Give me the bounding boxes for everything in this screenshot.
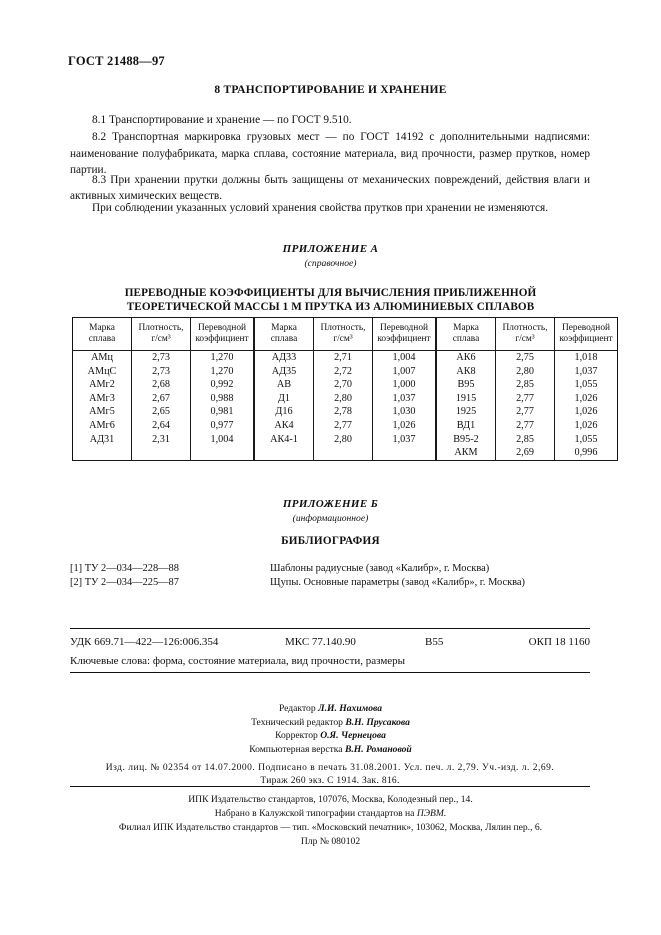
divider-bottom [70,672,590,673]
table-cell: АМг2 [73,378,132,392]
bibliography-title: БИБЛИОГРАФИЯ [281,535,380,547]
table-title [60,287,601,314]
table-row [73,405,618,419]
table-cell: 2,78 [314,405,373,419]
table-cell: 2,73 [132,365,191,379]
header-coefficient-3: Переводной коэффициент [555,318,618,351]
table-cell: 1925 [436,405,496,419]
colophon-block [0,702,661,756]
table-row [73,419,618,433]
header-mark-3: Марка сплава [436,318,496,351]
appendix-b-label: ПРИЛОЖЕНИЕ Б [282,498,379,510]
table-row [73,351,618,365]
table-cell: Д1 [254,392,314,406]
okp-code: ОКП 18 1160 [528,636,590,648]
table-cell: 1,026 [373,419,437,433]
print-info-line-2: Тираж 260 экз. С 1914. Зак. 816. [260,776,400,786]
corrector-label: Корректор [275,730,318,742]
table-cell: 2,64 [132,419,191,433]
imprint-line-2 [0,807,661,821]
print-info-line-1: Изд. лиц. № 02354 от 14.07.2000. Подписано в печать 31.08.2001. Усл. печ. л. 2,79. Уч.-изд. л. 2,69. [105,763,555,773]
table-cell: 2,73 [132,351,191,365]
clauses-block [70,112,590,179]
header-density-3: Плотность, г/см³ [496,318,555,351]
table-cell: 0,981 [191,405,255,419]
table-cell [314,446,373,460]
table-cell: 2,72 [314,365,373,379]
corrector-name: О.Я. Чернецова [320,730,386,742]
imprint-block [0,793,661,849]
header-coefficient-2: Переводной коэффициент [373,318,437,351]
header-density-line1: Плотность, [138,322,184,333]
imprint-line-2-pre: Набрано в Калужской типографии стандартов на [214,807,417,819]
table-cell: АМцС [73,365,132,379]
table-cell: АК8 [436,365,496,379]
table-cell: 1915 [436,392,496,406]
table-row [73,433,618,447]
table-cell: АМг5 [73,405,132,419]
table-cell: 2,80 [496,365,555,379]
bibliography-description: Щупы. Основные параметры (завод «Калибр», г. Москва) [270,577,526,589]
table-row [73,365,618,379]
header-coefficient-1 [191,318,255,351]
table-cell: АК4 [254,419,314,433]
colophon-editor [0,702,661,716]
appendix-b-subtitle: (информационное) [292,513,369,524]
table-row [73,392,618,406]
table-cell [254,446,314,460]
table-cell: 2,69 [496,446,555,460]
bibliography-reference: [1] ТУ 2—034—228—88 [70,563,179,574]
colophon-corrector [0,729,661,743]
table-row [73,446,618,460]
header-mark-1 [73,318,132,351]
table-cell: Д16 [254,405,314,419]
table-cell: 1,270 [191,351,255,365]
table-cell: 2,80 [314,392,373,406]
table-cell: 2,65 [132,405,191,419]
table-cell: 1,055 [555,433,618,447]
table-cell: АМг3 [73,392,132,406]
section-title: 8 ТРАНСПОРТИРОВАНИЕ И ХРАНЕНИЕ [214,84,447,96]
table-cell [191,446,255,460]
table-cell: 1,037 [373,392,437,406]
layout-name: В.Н. Романовой [344,743,412,755]
bibliography-description: Шаблоны радиусные (завод «Калибр», г. Москва) [270,563,490,574]
table-cell: 2,75 [496,351,555,365]
header-coef-line2: коэффициент [195,334,249,344]
table-cell: 2,85 [496,378,555,392]
table-cell: 2,77 [496,419,555,433]
table-cell: 0,977 [191,419,255,433]
table-cell: В95 [436,378,496,392]
table-cell: 2,68 [132,378,191,392]
header-mark-line2: сплава [88,334,116,344]
table-title-line-2: ТЕОРЕТИЧЕСКОЙ МАССЫ 1 М ПРУТКА ИЗ АЛЮМИНИЕВЫХ СПЛАВОВ [126,300,535,313]
bibliography-reference: [2] ТУ 2—034—225—87 [70,577,179,589]
imprint-line-1: ИПК Издательство стандартов, 107076, Москва, Колодезный пер., 14. [188,794,473,805]
editor-label: Редактор [278,703,316,714]
imprint-line-4: Плр № 080102 [300,835,361,847]
bibliography-list [70,562,590,590]
header-density-2: Плотность, г/см³ [314,318,373,351]
table-cell: АД33 [254,351,314,365]
table-cell: 1,007 [373,365,437,379]
keywords-line: Ключевые слова: форма, состояние материала, вид прочности, размеры [70,655,406,667]
table-row [73,378,618,392]
table-cell: 1,055 [555,378,618,392]
table-cell: 0,992 [191,378,255,392]
table-cell: АКМ [436,446,496,460]
table-cell: 1,037 [373,433,437,447]
header-density-line2: г/см³ [151,334,171,344]
table-cell: АВ [254,378,314,392]
clause-8-2: 8.2 Транспортная маркировка грузовых мест — по ГОСТ 14192 с дополнительными надписями: наименование полуфабриката, марка сплава, состояние материала, вид прочности, размер прутков, номер партии. [70,131,590,177]
table-header-row [73,318,618,351]
layout-label: Компьютерная верстка [249,743,343,755]
table-cell: 2,77 [314,419,373,433]
imprint-line-3: Филиал ИПК Издательство стандартов — тип. «Московский печатник», 103062, Москва, Лялин пер., 6. [118,821,543,833]
header-mark-2: Марка сплава [254,318,314,351]
imprint-line-2-italic: ПЭВМ. [416,807,447,819]
table-cell [373,446,437,460]
table-cell [132,446,191,460]
table-cell: 1,026 [555,392,618,406]
group-code: В55 [425,636,444,648]
table-cell: АК6 [436,351,496,365]
mks-code: МКС 77.140.90 [285,636,356,648]
table-cell: 1,026 [555,405,618,419]
editor-name: Л.И. Нахимова [318,703,383,714]
bibliography-entry [70,562,590,576]
header-mark-line1: Марка [89,322,115,333]
clause-8-1: 8.1 Транспортирование и хранение — по ГОСТ 9.510. [92,114,352,126]
table-cell: АК4-1 [254,433,314,447]
table-cell: 1,018 [555,351,618,365]
tech-editor-name: В.Н. Прусакова [345,716,410,728]
table-header [73,318,618,351]
table-cell: 1,004 [373,351,437,365]
colophon-layout [0,743,661,757]
table-cell: 2,67 [132,392,191,406]
divider-imprint [70,786,590,787]
table-cell: 1,026 [555,419,618,433]
table-cell [73,446,132,460]
table-cell: 2,85 [496,433,555,447]
bibliography-entry [70,576,590,590]
table-cell: 2,80 [314,433,373,447]
table-cell: 2,31 [132,433,191,447]
table-cell: 1,004 [191,433,255,447]
table-cell: АД31 [73,433,132,447]
table-cell: 0,988 [191,392,255,406]
storage-summary-block [70,200,590,216]
table-cell: 1,037 [555,365,618,379]
classification-codes-row [70,636,590,648]
table-cell: 2,71 [314,351,373,365]
table-cell: 2,77 [496,405,555,419]
table-cell: АМц [73,351,132,365]
conversion-coefficients-table [72,317,618,461]
storage-summary: При соблюдении указанных условий хранения свойства прутков при хранении не изменяются. [92,202,549,214]
table-cell: 2,70 [314,378,373,392]
header-density-1 [132,318,191,351]
table-cell: АД35 [254,365,314,379]
table-cell: 0,996 [555,446,618,460]
table-body [73,351,618,461]
tech-editor-label: Технический редактор [251,716,343,728]
table-cell: 1,270 [191,365,255,379]
running-head: ГОСТ 21488—97 [68,54,165,68]
table-cell: 2,77 [496,392,555,406]
table-cell: ВД1 [436,419,496,433]
divider-top [70,628,590,629]
colophon-tech-editor [0,716,661,730]
header-coef-line1: Переводной [197,322,247,333]
table-cell: 1,030 [373,405,437,419]
table-title-line-1: ПЕРЕВОДНЫЕ КОЭФФИЦИЕНТЫ ДЛЯ ВЫЧИСЛЕНИЯ ПРИБЛИЖЕННОЙ [124,287,537,299]
clause-8-3: 8.3 При хранении прутки должны быть защищены от механических повреждений, действия влаги и активных химических веществ. [70,174,590,203]
table-cell: В95-2 [436,433,496,447]
table-cell: АМг6 [73,419,132,433]
appendix-a-label: ПРИЛОЖЕНИЕ А [282,243,379,255]
appendix-a-subtitle: (справочное) [304,258,357,269]
table-cell: 1,000 [373,378,437,392]
udk-code: УДК 669.71—422—126:006.354 [70,636,219,648]
